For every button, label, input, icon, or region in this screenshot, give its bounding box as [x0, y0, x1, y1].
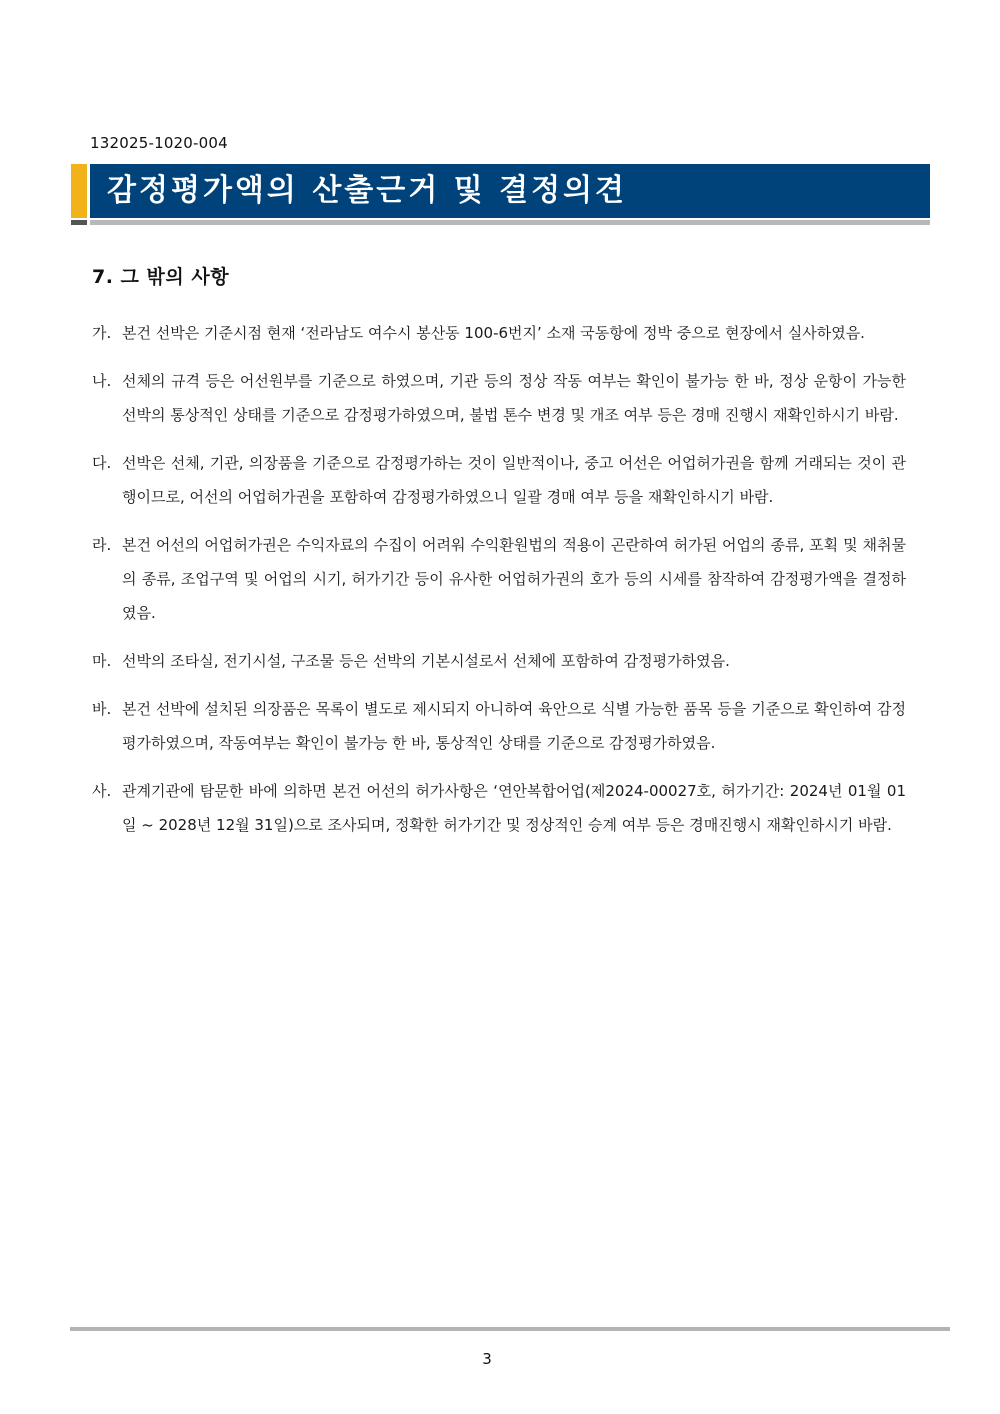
title-bar [71, 164, 930, 218]
list-item [92, 644, 906, 678]
list-item-text: 선체의 규격 등은 어선원부를 기준으로 하였으며, 기관 등의 정상 작동 여부는 확인이 불가능 한 바, 정상 운항이 가능한 선박의 통상적인 상태를 기준으로 감정평가하였으며, 불법 톤수 변경 및 개조 여부 등은 경매 진행시 재확인하시기 바람. [122, 372, 906, 424]
title-underline-accent [71, 220, 87, 225]
list-item-text: 관계기관에 탐문한 바에 의하면 본건 어선의 허가사항은 ‘연안복합어업(제2024-00027호, 허가기간: 2024년 01월 01일 ~ 2028년 12월 31일)으로 조사되며, 정확한 허가기간 및 정상적인 승계 여부 등은 경매진행시 재확인하시기 바람. [122, 782, 906, 834]
list-item-text: 본건 선박은 기준시점 현재 ‘전라남도 여수시 봉산동 100-6번지’ 소재 국동항에 정박 중으로 현장에서 실사하였음. [122, 324, 865, 342]
title-band [90, 164, 930, 218]
list-item-text: 본건 어선의 어업허가권은 수익자료의 수집이 어려워 수익환원법의 적용이 곤란하여 허가된 어업의 종류, 포획 및 채취물의 종류, 조업구역 및 어업의 시기, 허가기간 등이 유사한 어업허가권의 호가 등의 시세를 참작하여 감정평가액을 결정하였음. [122, 536, 906, 622]
title-accent-stripe [71, 164, 87, 218]
list-item-marker: 나. [92, 372, 112, 390]
page-number: 3 [482, 1350, 492, 1368]
list-item [92, 364, 906, 432]
list-item-text: 선박은 선체, 기관, 의장품을 기준으로 감정평가하는 것이 일반적이나, 중고 어선은 어업허가권을 함께 거래되는 것이 관행이므로, 어선의 어업허가권을 포함하여 감정평가하였으니 일괄 경매 여부 등을 재확인하시기 바람. [122, 454, 906, 506]
list-item [92, 316, 906, 350]
list-item-marker: 라. [92, 536, 112, 554]
list-item-marker: 마. [92, 652, 112, 670]
list-item-text: 선박의 조타실, 전기시설, 구조물 등은 선박의 기본시설로서 선체에 포함하여 감정평가하였음. [122, 652, 730, 670]
list-item [92, 446, 906, 514]
document-number: 132025-1020-004 [90, 134, 228, 152]
list-item-marker: 바. [92, 700, 112, 718]
page-title: 감정평가액의 산출근거 및 결정의견 [107, 173, 628, 208]
list-item-marker: 다. [92, 454, 112, 472]
list-item [92, 692, 906, 760]
footer-rule [70, 1327, 950, 1331]
list-item [92, 528, 906, 630]
list-item-marker: 사. [92, 782, 112, 800]
list-item-text: 본건 선박에 설치된 의장품은 목록이 별도로 제시되지 아니하여 육안으로 식별 가능한 품목 등을 기준으로 확인하여 감정평가하였으며, 작동여부는 확인이 불가능 한 바, 통상적인 상태를 기준으로 감정평가하였음. [122, 700, 906, 752]
notes-list [92, 316, 906, 856]
section-heading: 7. 그 밖의 사항 [92, 266, 230, 288]
title-underline [90, 220, 930, 225]
list-item [92, 774, 906, 842]
list-item-marker: 가. [92, 324, 112, 342]
